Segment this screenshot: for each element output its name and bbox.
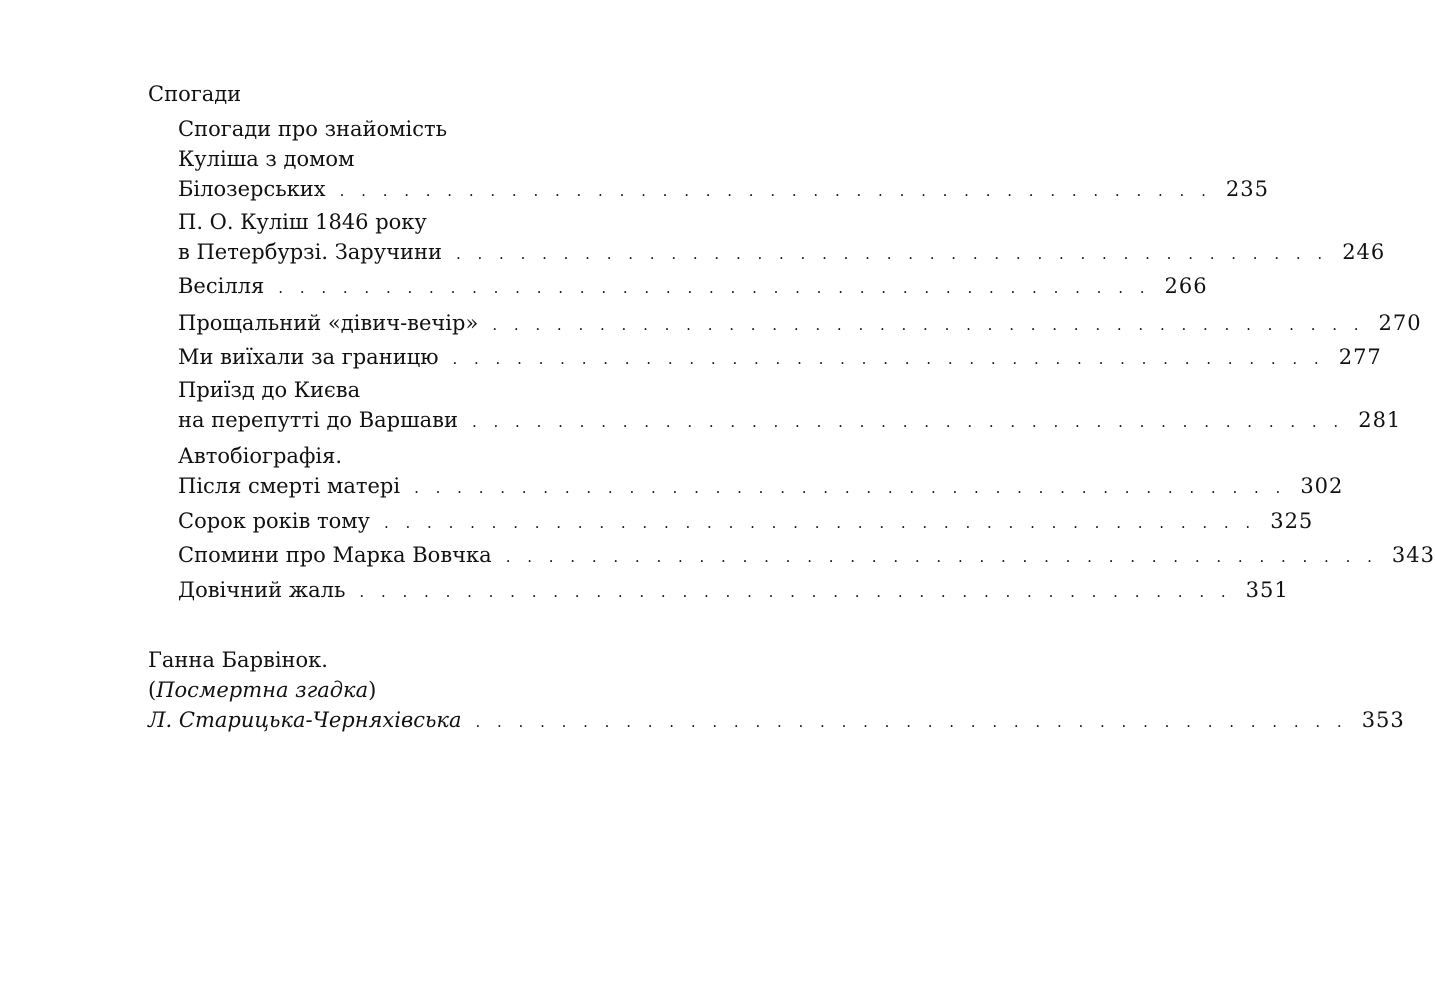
appendix-author: Л. Старицька-Черняхівська — [148, 708, 462, 732]
dot-leader: . . . . . . . . . . . . . . . . . . . . . . . . . . . . . . . . . . . . . . . . . — [505, 548, 1378, 566]
dot-leader: . . . . . . . . . . . . . . . . . . . . . . . . . . . . . . . . . . . . . . . . . — [475, 713, 1348, 731]
page-number: 277 — [1338, 345, 1382, 369]
toc-entry-line: Спогади про знайомість — [178, 117, 448, 141]
page-number: 325 — [1270, 509, 1314, 533]
toc-entry[interactable] — [178, 540, 1435, 570]
toc-entry[interactable] — [178, 575, 1289, 605]
toc-entry[interactable] — [178, 506, 1314, 536]
page-number: 351 — [1245, 578, 1289, 602]
dot-leader: . . . . . . . . . . . . . . . . . . . . . . . . . . . . . . . . . . . . . . . . . — [383, 514, 1257, 532]
dot-leader: . . . . . . . . . . . . . . . . . . . . . . . . . . . . . . . . . . . . . . . . . — [339, 182, 1212, 200]
toc-entry-title: Весілля — [178, 274, 265, 298]
toc-entry-title: в Петербурзі. Заручини — [178, 240, 442, 264]
toc-entry-title: Прощальний «дівич-вечір» — [178, 311, 479, 335]
dot-leader: . . . . . . . . . . . . . . . . . . . . . . . . . . . . . . . . . . . . . . . . . — [455, 245, 1329, 263]
page-number: 246 — [1342, 240, 1386, 264]
toc-entry-line: Приїзд до Києва — [178, 378, 361, 402]
toc-appendix-entry[interactable] — [148, 645, 1405, 735]
toc-entry[interactable] — [178, 114, 1269, 204]
toc-entry[interactable] — [178, 308, 1422, 338]
page-number: 266 — [1164, 274, 1208, 298]
toc-entry[interactable] — [178, 271, 1208, 301]
toc-entry-title: Сорок років тому — [178, 509, 370, 533]
toc-entry[interactable] — [178, 441, 1344, 501]
dot-leader: . . . . . . . . . . . . . . . . . . . . . . . . . . . . . . . . . . . . . . . . . — [452, 350, 1325, 368]
page-number: 281 — [1358, 408, 1402, 432]
paren-open: ( — [148, 678, 157, 702]
page-number: 343 — [1391, 543, 1435, 567]
page-number: 235 — [1225, 177, 1269, 201]
appendix-title: Ганна Барвінок. — [148, 648, 328, 672]
appendix-subtitle-italic: Посмертна згадка — [156, 678, 369, 702]
toc-entry-title: Після смерті матері — [178, 474, 401, 498]
dot-leader: . . . . . . . . . . . . . . . . . . . . . . . . . . . . . . . . . . . . . . . . . — [278, 279, 1151, 297]
toc-entry-line: Куліша з домом — [178, 147, 355, 171]
appendix-subtitle — [148, 675, 633, 705]
toc-entry[interactable] — [178, 342, 1382, 372]
toc-entry-title: Спомини про Марка Вовчка — [178, 543, 492, 567]
toc-entry-title: Довічний жаль — [178, 578, 346, 602]
section-title: Спогади — [148, 82, 242, 106]
toc-entry[interactable] — [178, 207, 1386, 267]
page-number: 353 — [1361, 708, 1405, 732]
dot-leader: . . . . . . . . . . . . . . . . . . . . . . . . . . . . . . . . . . . . . . . . . — [471, 413, 1345, 431]
page-number: 302 — [1300, 474, 1344, 498]
paren-close: ) — [368, 678, 377, 702]
toc-entry-line: П. О. Куліш 1846 року — [178, 210, 427, 234]
dot-leader: . . . . . . . . . . . . . . . . . . . . . . . . . . . . . . . . . . . . . . . . . — [414, 479, 1287, 497]
page-number: 270 — [1378, 311, 1422, 335]
toc-entry[interactable] — [178, 375, 1402, 435]
toc-entry-title: Білозерських — [178, 177, 326, 201]
dot-leader: . . . . . . . . . . . . . . . . . . . . . . . . . . . . . . . . . . . . . . . . . — [359, 583, 1232, 601]
toc-entry-title: Ми виїхали за границю — [178, 345, 439, 369]
toc-entry-line: Автобіографія. — [178, 444, 343, 468]
toc-entry-title: на перепутті до Варшави — [178, 408, 458, 432]
dot-leader: . . . . . . . . . . . . . . . . . . . . . . . . . . . . . . . . . . . . . . . . . — [492, 316, 1365, 334]
